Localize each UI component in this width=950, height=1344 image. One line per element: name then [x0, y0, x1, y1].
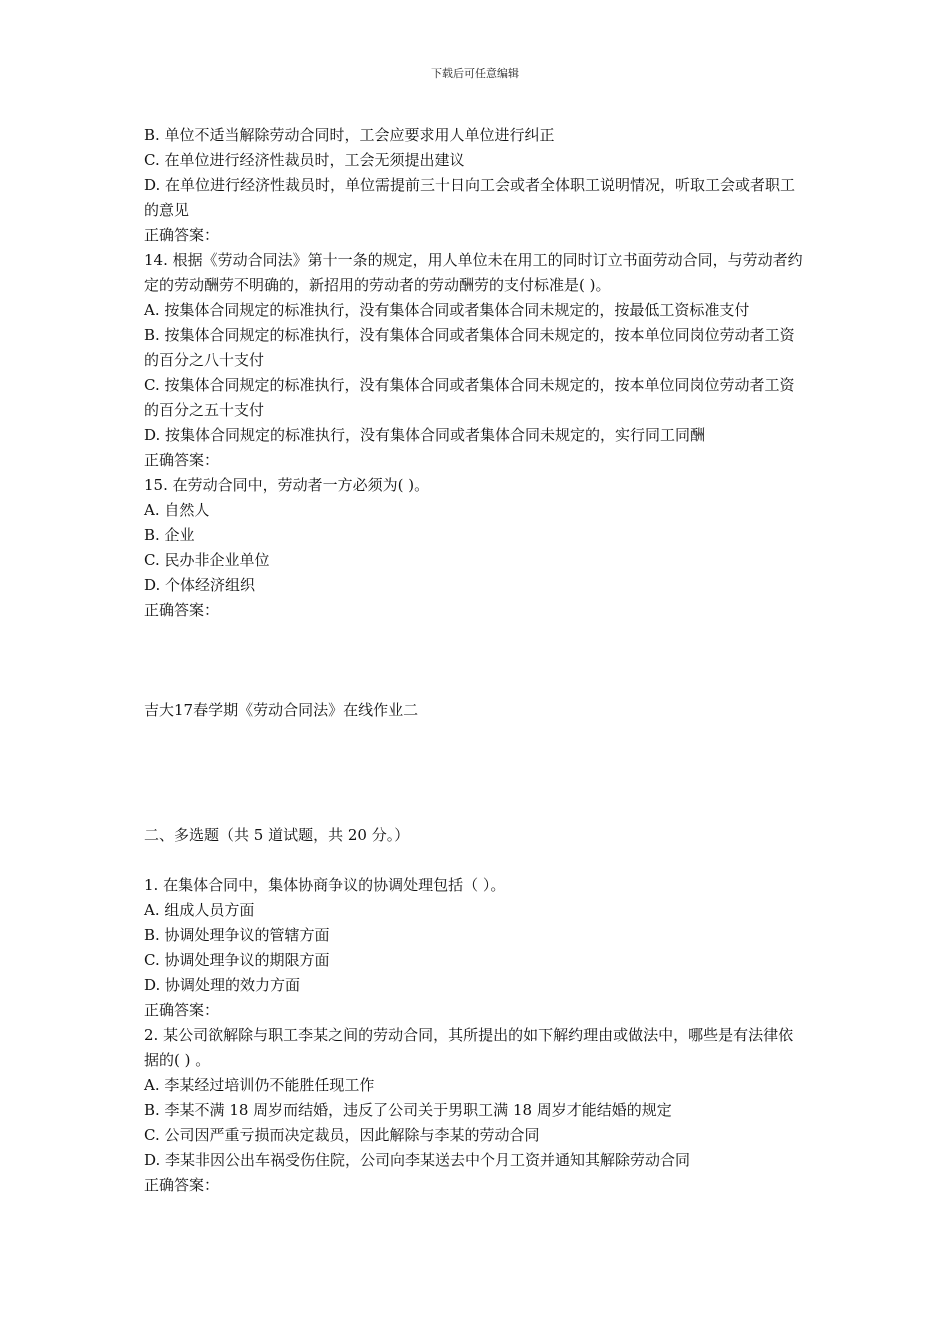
answer-label: 正确答案：	[144, 1001, 220, 1019]
option-d-line: D. 在单位进行经济性裁员时，单位需提前三十日向工会或者全体职工说明情况，听取工会或者职工的意见	[144, 176, 796, 219]
section-heading: 二、多选题（共 5 道试题，共 20 分。）	[144, 826, 410, 844]
question-1-option-a: A. 组成人员方面	[144, 901, 255, 919]
answer-label: 正确答案：	[144, 451, 220, 469]
question-14: 14. 根据《劳动合同法》第十一条的规定，用人单位未在用工的同时订立书面劳动合同，与劳动者约定的劳动酬劳不明确的，新招用的劳动者的劳动酬劳的支付标准是( )。	[144, 251, 803, 294]
question-2: 2. 某公司欲解除与职工李某之间的劳动合同，其所提出的如下解约理由或做法中，哪些是有法律依据的( ) 。	[144, 1026, 794, 1069]
answer-label: 正确答案：	[144, 226, 220, 244]
answer-label: 正确答案：	[144, 601, 220, 619]
option-c-line: C. 在单位进行经济性裁员时，工会无须提出建议	[144, 151, 465, 169]
question-2-option-a: A. 李某经过培训仍不能胜任现工作	[144, 1076, 375, 1094]
option-b-line: B. 单位不适当解除劳动合同时，工会应要求用人单位进行纠正	[144, 126, 555, 144]
question-block-b	[144, 873, 808, 1198]
answer-label: 正确答案：	[144, 1176, 220, 1194]
question-2-option-b: B. 李某不满 18 周岁而结婚，违反了公司关于男职工满 18 周岁才能结婚的规定	[144, 1101, 672, 1119]
question-15: 15. 在劳动合同中，劳动者一方必须为( )。	[144, 476, 430, 494]
question-2-option-c: C. 公司因严重亏损而决定裁员，因此解除与李某的劳动合同	[144, 1126, 540, 1144]
question-1-option-b: B. 协调处理争议的管辖方面	[144, 926, 330, 944]
document-title: 吉大17春学期《劳动合同法》在线作业二	[144, 701, 419, 719]
question-15-option-c: C. 民办非企业单位	[144, 551, 270, 569]
question-15-option-a: A. 自然人	[144, 501, 210, 519]
question-1-option-d: D. 协调处理的效力方面	[144, 976, 301, 994]
question-2-option-d: D. 李某非因公出车祸受伤住院，公司向李某送去中个月工资并通知其解除劳动合同	[144, 1151, 691, 1169]
page-header: 下载后可任意编辑	[431, 67, 519, 80]
question-15-option-b: B. 企业	[144, 526, 195, 544]
question-block-a	[144, 123, 808, 623]
question-14-option-b: B. 按集体合同规定的标准执行，没有集体合同或者集体合同未规定的，按本单位同岗位劳动者工资的百分之八十支付	[144, 326, 795, 369]
document-body	[144, 123, 808, 1198]
question-14-option-c: C. 按集体合同规定的标准执行，没有集体合同或者集体合同未规定的，按本单位同岗位劳动者工资的百分之五十支付	[144, 376, 795, 419]
question-1-option-c: C. 协调处理争议的期限方面	[144, 951, 330, 969]
question-14-option-a: A. 按集体合同规定的标准执行，没有集体合同或者集体合同未规定的，按最低工资标准支付	[144, 301, 750, 319]
question-1: 1. 在集体合同中，集体协商争议的协调处理包括（ ）。	[144, 876, 506, 894]
question-15-option-d: D. 个体经济组织	[144, 576, 256, 594]
question-14-option-d: D. 按集体合同规定的标准执行，没有集体合同或者集体合同未规定的，实行同工同酬	[144, 426, 706, 444]
